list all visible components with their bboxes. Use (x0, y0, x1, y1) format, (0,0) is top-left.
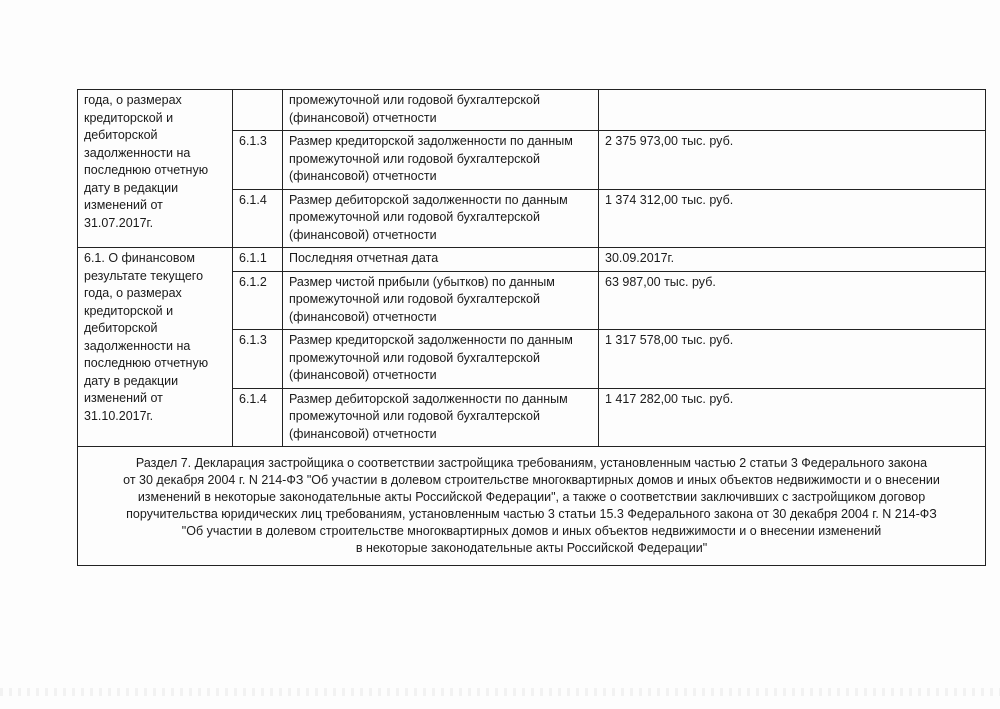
item-description: Размер кредиторской задолженности по данным промежуточной или годовой бухгалтерской (финансовой) отчетности (283, 131, 599, 190)
item-number: 6.1.1 (233, 248, 283, 272)
section-7-line: "Об участии в долевом строительстве многоквартирных домов и иных объектов недвижимости и о внесении изменений (181, 524, 882, 538)
table-row (78, 90, 986, 131)
item-number: 6.1.3 (233, 131, 283, 190)
item-number: 6.1.3 (233, 330, 283, 389)
item-number (233, 90, 283, 131)
section-7-line: поручительства юридических лиц требованиям, установленным частью 3 статьи 15.3 Федерального закона от 30 декабря 2004 г. N 214-ФЗ (126, 507, 937, 521)
item-description: Размер чистой прибыли (убытков) по данным промежуточной или годовой бухгалтерской (финансовой) отчетности (283, 271, 599, 330)
item-number: 6.1.2 (233, 271, 283, 330)
item-value (599, 90, 986, 131)
section-7-row (78, 447, 986, 566)
item-number: 6.1.4 (233, 388, 283, 447)
section-7-line: Раздел 7. Декларация застройщика о соответствии застройщика требованиям, установленным частью 2 статьи 3 Федерального закона (135, 456, 928, 470)
scan-artifact-strip (0, 688, 1000, 696)
section-7-line: от 30 декабря 2004 г. N 214-ФЗ "Об участии в долевом строительстве многоквартирных домов и иных объектов недвижимости и о внесении (123, 473, 940, 487)
item-description: Размер дебиторской задолженности по данным промежуточной или годовой бухгалтерской (финансовой) отчетности (283, 189, 599, 248)
section-label-cell: года, о размерах кредиторской и дебиторской задолженности на последнюю отчетную дату в редакции изменений от 31.07.2017г. (78, 90, 233, 248)
item-number: 6.1.4 (233, 189, 283, 248)
item-description: промежуточной или годовой бухгалтерской (финансовой) отчетности (283, 90, 599, 131)
item-value: 63 987,00 тыс. руб. (599, 271, 986, 330)
item-description: Размер дебиторской задолженности по данным промежуточной или годовой бухгалтерской (финансовой) отчетности (283, 388, 599, 447)
item-value: 1 417 282,00 тыс. руб. (599, 388, 986, 447)
item-value: 30.09.2017г. (599, 248, 986, 272)
item-description: Размер кредиторской задолженности по данным промежуточной или годовой бухгалтерской (финансовой) отчетности (283, 330, 599, 389)
disclosure-table (77, 89, 986, 566)
item-description: Последняя отчетная дата (283, 248, 599, 272)
item-value: 1 374 312,00 тыс. руб. (599, 189, 986, 248)
item-value: 2 375 973,00 тыс. руб. (599, 131, 986, 190)
section-7-line: изменений в некоторые законодательные акты Российской Федерации", а также о соответствии заключивших с застройщиком договор (137, 490, 926, 504)
item-value: 1 317 578,00 тыс. руб. (599, 330, 986, 389)
table-row (78, 248, 986, 272)
section-label-cell: 6.1. О финансовом результате текущего года, о размерах кредиторской и дебиторской задолженности на последнюю отчетную дату в редакции изменений от 31.10.2017г. (78, 248, 233, 447)
section-7-line: в некоторые законодательные акты Российской Федерации" (355, 541, 708, 555)
section-7-heading (78, 447, 986, 566)
